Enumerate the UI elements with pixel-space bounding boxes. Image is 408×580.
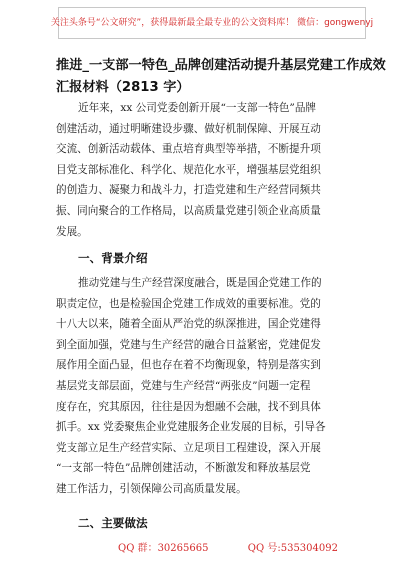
paragraph-line: 建工作活力，引领保障公司高质量发展。 — [56, 482, 247, 495]
paragraph-line: 基层党支部层面，党建与生产经营“两张皮”问题一定程 — [56, 379, 311, 392]
paragraph-line: 到全面加强，党建与生产经营的融合日益紧密，党建促发 — [56, 338, 321, 351]
paragraph-line: 振、同向聚合的工作格局，以高质量党建引领企业高质量 — [56, 204, 321, 217]
paragraph-line: 近年来，xx 公司党委创新开展“一支部一特色”品牌 — [78, 102, 317, 114]
qq-number: QQ 号:535304092 — [247, 543, 338, 554]
paragraph-line: 交流、创新活动载体、重点培育典型等举措，不断提升项 — [56, 143, 321, 156]
paragraph-line: 党支部立足生产经营实际、立足项目工程建设，深入开展 — [56, 441, 321, 454]
paragraph-line: 创建活动，通过明晰建设步骤、做好机制保障、开展互动 — [56, 122, 321, 135]
paragraph-line: 的创造力、凝聚力和战斗力，打造党建和生产经营同频共 — [56, 184, 321, 197]
section-heading-main-practices: 二、主要做法 — [78, 516, 148, 530]
paragraph-line: 展作用全面凸显，但也存在着不均衡现象，特别是落实到 — [56, 359, 321, 372]
paragraph-line: 职责定位，也是检验国企党建工作成效的重要标准。党的 — [56, 297, 321, 310]
document-title — [56, 55, 386, 99]
paragraph-line: 推动党建与生产经营深度融合，既是国企党建工作的 — [78, 277, 322, 289]
promo-header-text: 关注头条号“公文研究”，获得最新最全最专业的公文资料库！ 微信：gongwenyj — [50, 18, 374, 28]
background-paragraph — [56, 273, 352, 500]
title-line: 推进_一支部一特色_品牌创建活动提升基层党建工作成效 — [56, 58, 386, 73]
qq-group-number: QQ 群：30265665 — [118, 543, 209, 554]
paragraph-line: 度存在，究其原因，往往是因为想融不会融，找不到具体 — [56, 400, 321, 413]
section-heading-background: 一、背景介绍 — [78, 251, 148, 265]
paragraph-line: 发展。 — [56, 225, 88, 238]
paragraph-line: 抓手。xx 党委聚焦企业党建服务企业发展的目标，引导各 — [56, 421, 326, 434]
paragraph-line: 目党支部标准化、科学化、规范化水平，增强基层党组织 — [56, 163, 321, 176]
intro-paragraph — [56, 98, 352, 242]
contact-footer — [118, 543, 338, 555]
paragraph-line: “一支部一特色”品牌创建活动，不断激发和释放基层党 — [56, 462, 311, 475]
title-line: 汇报材料（2813 字） — [56, 80, 190, 95]
paragraph-line: 十八大以来，随着全面从严治党的纵深推进，国企党建得 — [56, 318, 321, 331]
promo-header-box — [50, 7, 374, 39]
